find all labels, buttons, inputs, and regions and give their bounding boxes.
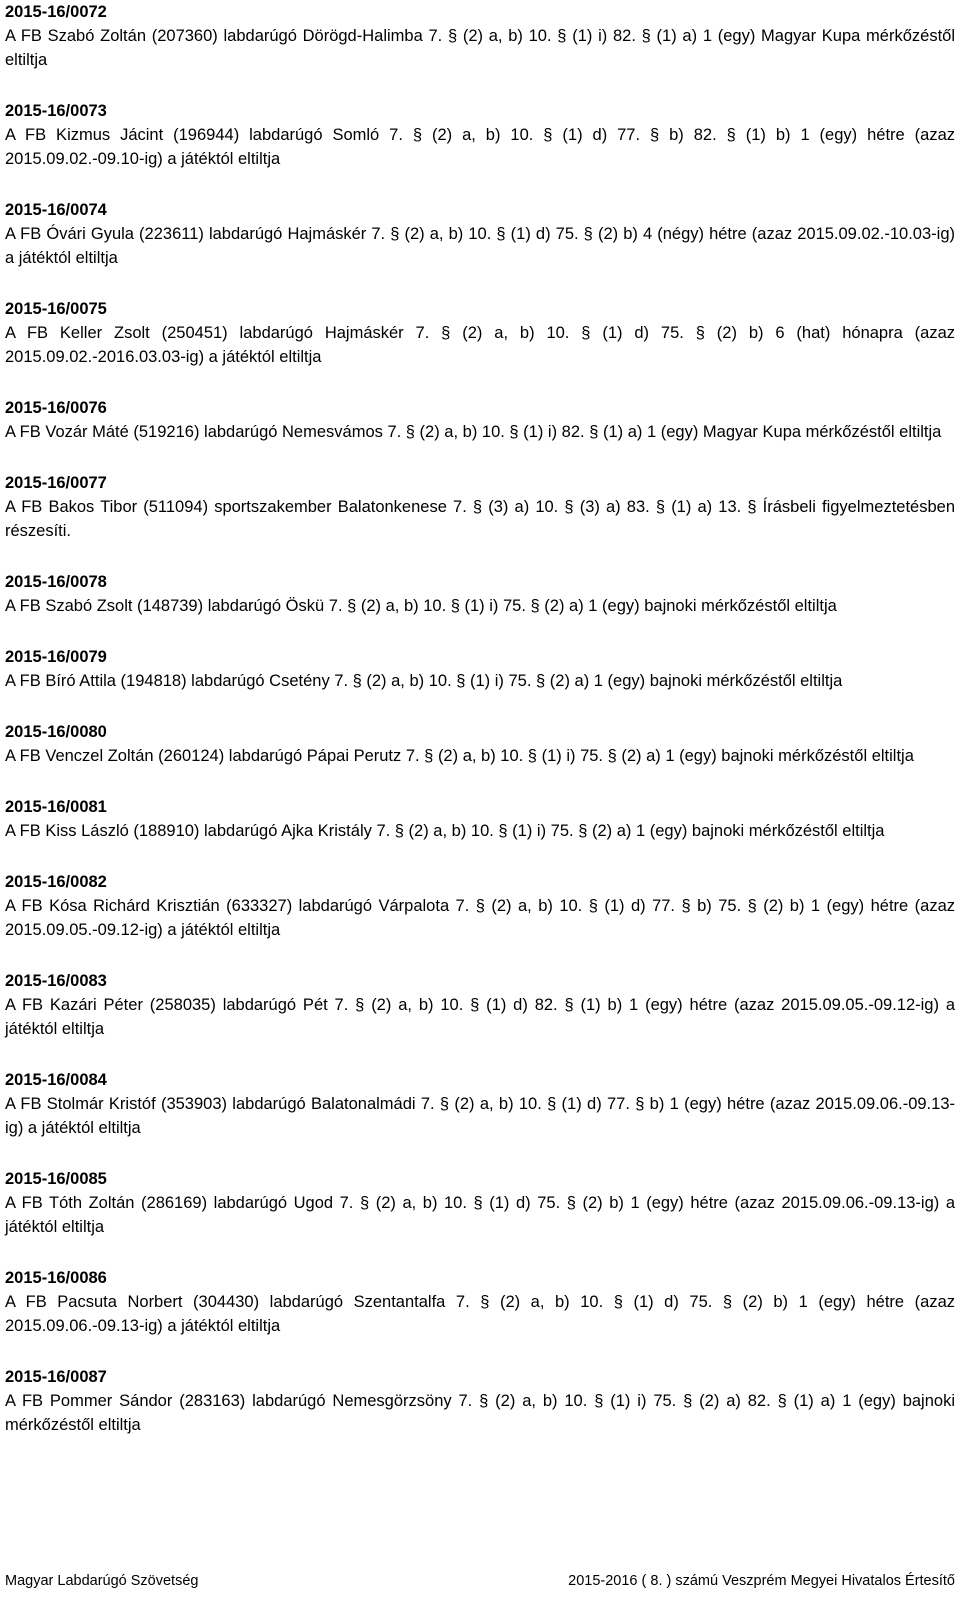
decision-entry-0076 bbox=[5, 396, 955, 444]
decision-entry-0078 bbox=[5, 570, 955, 618]
decision-text: A FB Bakos Tibor (511094) sportszakember Balatonkenese 7. § (3) a) 10. § (3) a) 83. § (1) a) 13. § Írásbeli figyelmeztetésben részesíti. bbox=[5, 498, 955, 540]
decision-text: A FB Szabó Zsolt (148739) labdarúgó Öskü 7. § (2) a, b) 10. § (1) i) 75. § (2) a) 1 (egy) bajnoki mérkőzéstől eltiltja bbox=[5, 597, 837, 615]
decision-entry-0084 bbox=[5, 1068, 955, 1140]
document-page bbox=[5, 0, 955, 1437]
decision-entry-0085 bbox=[5, 1167, 955, 1239]
decision-number: 2015-16/0077 bbox=[5, 474, 107, 492]
footer-issue: 2015-2016 ( 8. ) számú Veszprém Megyei Hivatalos Értesítő bbox=[568, 1573, 955, 1589]
decision-text: A FB Kizmus Jácint (196944) labdarúgó Somló 7. § (2) a, b) 10. § (1) d) 77. § b) 82. § (1) b) 1 (egy) hétre (azaz 2015.09.02.-09.10-ig) a játéktól eltiltja bbox=[5, 126, 955, 168]
decision-text: A FB Kazári Péter (258035) labdarúgó Pét 7. § (2) a, b) 10. § (1) d) 82. § (1) b) 1 (egy) hétre (azaz 2015.09.05.-09.12-ig) a játéktól eltiltja bbox=[5, 996, 955, 1038]
decision-number: 2015-16/0081 bbox=[5, 798, 107, 816]
decision-number: 2015-16/0076 bbox=[5, 399, 107, 417]
decision-entry-0083 bbox=[5, 969, 955, 1041]
decision-number: 2015-16/0083 bbox=[5, 972, 107, 990]
decision-number: 2015-16/0080 bbox=[5, 723, 107, 741]
decision-entry-0074 bbox=[5, 198, 955, 270]
decision-text: A FB Bíró Attila (194818) labdarúgó Csetény 7. § (2) a, b) 10. § (1) i) 75. § (2) a) 1 (egy) bajnoki mérkőzéstől eltiltja bbox=[5, 672, 843, 690]
decision-text: A FB Tóth Zoltán (286169) labdarúgó Ugod 7. § (2) a, b) 10. § (1) d) 75. § (2) b) 1 (egy) hétre (azaz 2015.09.06.-09.13-ig) a játéktól eltiltja bbox=[5, 1194, 955, 1236]
decision-text: A FB Venczel Zoltán (260124) labdarúgó Pápai Perutz 7. § (2) a, b) 10. § (1) i) 75. § (2) a) 1 (egy) bajnoki mérkőzéstől eltiltja bbox=[5, 747, 914, 765]
decision-text: A FB Óvári Gyula (223611) labdarúgó Hajmáskér 7. § (2) a, b) 10. § (1) d) 75. § (2) b) 4 (négy) hétre (azaz 2015.09.02.-10.03-ig) a játéktól eltiltja bbox=[5, 225, 955, 267]
decision-number: 2015-16/0079 bbox=[5, 648, 107, 666]
decision-number: 2015-16/0087 bbox=[5, 1368, 107, 1386]
decision-entry-0077 bbox=[5, 471, 955, 543]
decision-entry-0081 bbox=[5, 795, 955, 843]
decision-text: A FB Kiss László (188910) labdarúgó Ajka Kristály 7. § (2) a, b) 10. § (1) i) 75. § (2) a) 1 (egy) bajnoki mérkőzéstől eltiltja bbox=[5, 822, 885, 840]
decision-entry-0080 bbox=[5, 720, 955, 768]
decision-number: 2015-16/0075 bbox=[5, 300, 107, 318]
decision-text: A FB Pommer Sándor (283163) labdarúgó Nemesgörzsöny 7. § (2) a, b) 10. § (1) i) 75. § (2) a) 82. § (1) a) 1 (egy) bajnoki mérkőzéstől eltiltja bbox=[5, 1392, 955, 1434]
decision-text: A FB Vozár Máté (519216) labdarúgó Nemesvámos 7. § (2) a, b) 10. § (1) i) 82. § (1) a) 1 (egy) Magyar Kupa mérkőzéstől eltiltja bbox=[5, 423, 942, 441]
decision-number: 2015-16/0073 bbox=[5, 102, 107, 120]
decision-entry-0072 bbox=[5, 0, 955, 72]
decision-entry-0087 bbox=[5, 1365, 955, 1437]
decision-text: A FB Pacsuta Norbert (304430) labdarúgó Szentantalfa 7. § (2) a, b) 10. § (1) d) 75. § (2) b) 1 (egy) hétre (azaz 2015.09.06.-09.13-ig) a játéktól eltiltja bbox=[5, 1293, 955, 1335]
decision-text: A FB Kósa Richárd Krisztián (633327) labdarúgó Várpalota 7. § (2) a, b) 10. § (1) d) 77. § b) 75. § (2) b) 1 (egy) hétre (azaz 2015.09.05.-09.12-ig) a játéktól eltiltja bbox=[5, 897, 955, 939]
decision-entry-0079 bbox=[5, 645, 955, 693]
page-footer bbox=[5, 1571, 955, 1591]
decision-entry-0082 bbox=[5, 870, 955, 942]
decision-number: 2015-16/0084 bbox=[5, 1071, 107, 1089]
decision-number: 2015-16/0074 bbox=[5, 201, 107, 219]
footer-publisher: Magyar Labdarúgó Szövetség bbox=[5, 1573, 199, 1589]
decision-text: A FB Szabó Zoltán (207360) labdarúgó Dörögd-Halimba 7. § (2) a, b) 10. § (1) i) 82. § (1) a) 1 (egy) Magyar Kupa mérkőzéstől eltiltja bbox=[5, 27, 955, 69]
decision-number: 2015-16/0086 bbox=[5, 1269, 107, 1287]
decision-text: A FB Keller Zsolt (250451) labdarúgó Hajmáskér 7. § (2) a, b) 10. § (1) d) 75. § (2) b) 6 (hat) hónapra (azaz 2015.09.02.-2016.03.03-ig) a játéktól eltiltja bbox=[5, 324, 955, 366]
decision-number: 2015-16/0082 bbox=[5, 873, 107, 891]
decision-number: 2015-16/0072 bbox=[5, 3, 107, 21]
decision-entry-0073 bbox=[5, 99, 955, 171]
decision-number: 2015-16/0085 bbox=[5, 1170, 107, 1188]
decision-number: 2015-16/0078 bbox=[5, 573, 107, 591]
decision-entry-0075 bbox=[5, 297, 955, 369]
decision-entry-0086 bbox=[5, 1266, 955, 1338]
decision-text: A FB Stolmár Kristóf (353903) labdarúgó Balatonalmádi 7. § (2) a, b) 10. § (1) d) 77. § b) 1 (egy) hétre (azaz 2015.09.06.-09.13-ig) a játéktól eltiltja bbox=[5, 1095, 955, 1137]
